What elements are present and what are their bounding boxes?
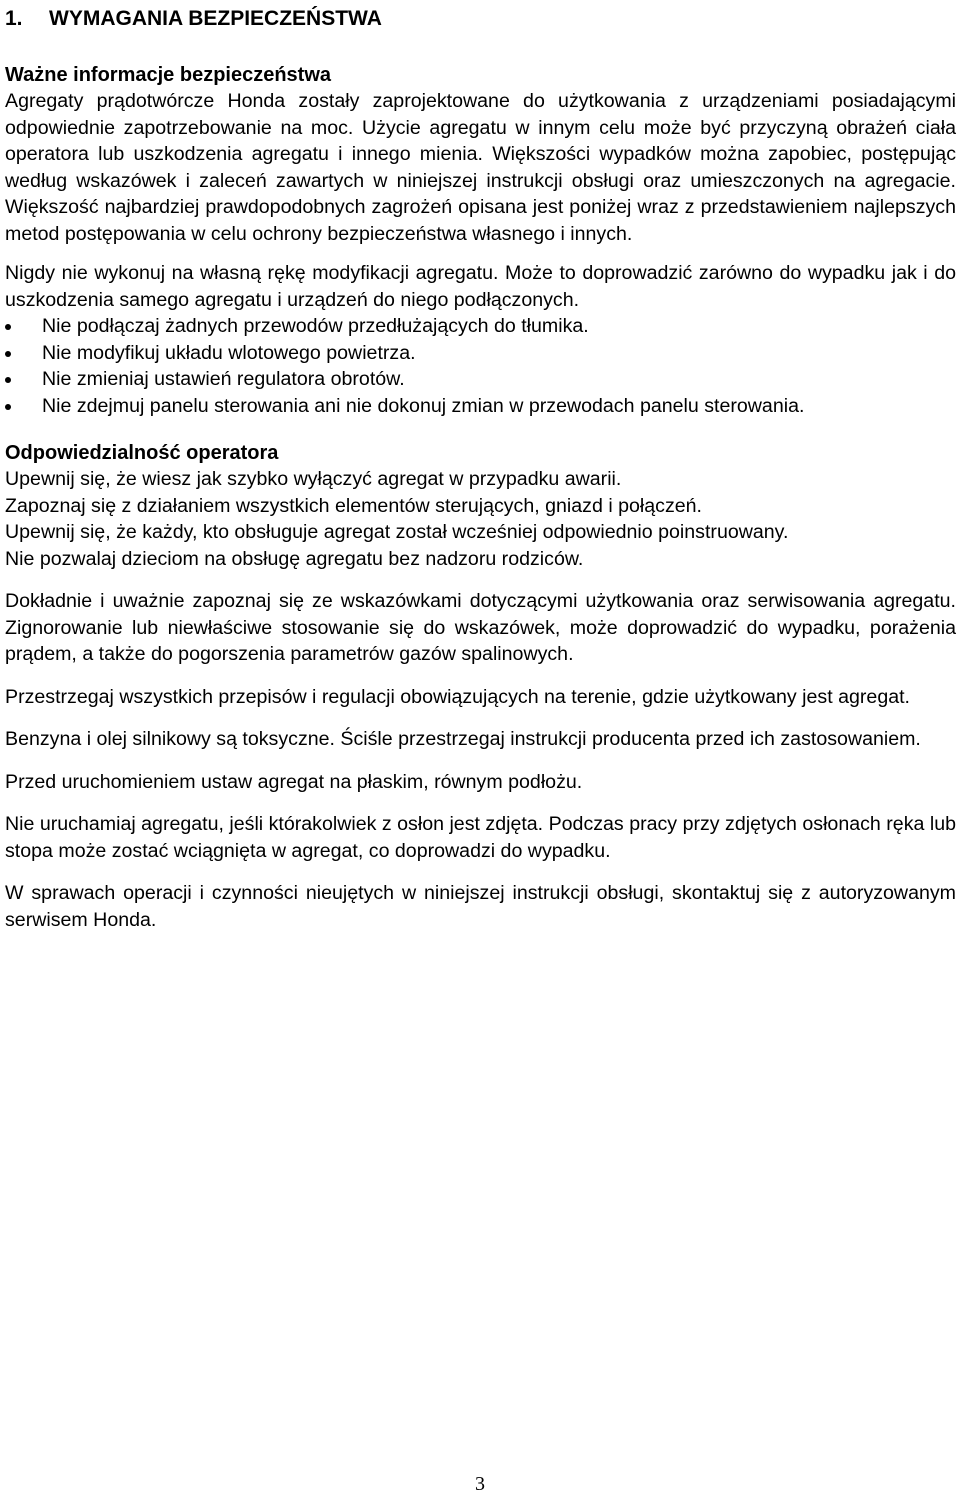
prohibitions-list bbox=[5, 313, 956, 419]
paragraph-service: W sprawach operacji i czynności nieujętych w niniejszej instrukcji obsługi, skontaktuj się z autoryzowanym serwisem Honda. bbox=[5, 882, 956, 931]
page-number: 3 bbox=[475, 1473, 485, 1495]
list-item bbox=[5, 313, 956, 340]
list-item bbox=[5, 366, 956, 393]
paragraph-toxic: Benzyna i olej silnikowy są toksyczne. Ściśle przestrzegaj instrukcji producenta przed ich zastosowaniem. bbox=[5, 728, 921, 750]
paragraph-covers: Nie uruchamiaj agregatu, jeśli którakolwiek z osłon jest zdjęta. Podczas pracy przy zdjętych osłonach ręka lub stopa może zostać wciągnięta w agregat, co doprowadzi do wypadku. bbox=[5, 813, 956, 862]
important-heading: Ważne informacje bezpieczeństwa bbox=[5, 64, 332, 86]
bullet-icon bbox=[5, 377, 11, 383]
operator-line: Zapoznaj się z działaniem wszystkich elementów sterujących, gniazd i połączeń. bbox=[5, 494, 702, 517]
list-item bbox=[5, 340, 956, 367]
list-item bbox=[5, 393, 956, 420]
bullet-icon bbox=[5, 351, 11, 357]
operator-line: Upewnij się, że każdy, kto obsługuje agregat został wcześniej odpowiednio poinstruowany. bbox=[5, 521, 789, 543]
list-item-text: Nie zmieniaj ustawień regulatora obrotów. bbox=[42, 368, 405, 390]
list-item-text: Nie modyfikuj układu wlotowego powietrza. bbox=[42, 341, 416, 364]
section-title bbox=[5, 6, 956, 32]
modification-note: Nigdy nie wykonuj na własną rękę modyfikacji agregatu. Może to doprowadzić zarówno do wypadku jak i do uszkodzenia samego agregatu i urządzeń do niego podłączonych. bbox=[5, 262, 956, 311]
paragraph-instructions: Dokładnie i uważnie zapoznaj się ze wskazówkami dotyczącymi użytkowania oraz serwisowania agregatu. Zignorowanie lub niewłaściwe stosowanie się do wskazówek, może doprowadzić do wypadku, porażenia prądem, a także do pogorszenia parametrów gazów spalinowych. bbox=[5, 590, 956, 665]
section-number: 1. bbox=[5, 7, 23, 30]
list-item-text: Nie zdejmuj panelu sterowania ani nie dokonuj zmian w przewodach panelu sterowania. bbox=[42, 394, 805, 417]
operator-line: Nie pozwalaj dzieciom na obsługę agregatu bez nadzoru rodziców. bbox=[5, 547, 584, 570]
operator-heading: Odpowiedzialność operatora bbox=[5, 442, 279, 464]
paragraph-regulations: Przestrzegaj wszystkich przepisów i regulacji obowiązujących na terenie, gdzie użytkowany jest agregat. bbox=[5, 685, 911, 708]
important-paragraph: Agregaty prądotwórcze Honda zostały zaprojektowane do użytkowania z urządzeniami posiadającymi odpowiednie zapotrzebowanie na moc. Użycie agregatu w innym celu może być przyczyną obrażeń ciała operatora lub uszkodzenia agregatu i innego mienia. Większości wypadków można zapobiec, postępując według wskazówek i zaleceń zawartych w niniejszej instrukcji obsługi oraz umieszczonych na agregacie. Większość najbardziej prawdopodobnych zagrożeń opisana jest poniżej wraz z przedstawieniem najlepszych metod postępowania w celu ochrony bezpieczeństwa własnego i innych. bbox=[5, 90, 956, 245]
operator-line: Upewnij się, że wiesz jak szybko wyłączyć agregat w przypadku awarii. bbox=[5, 468, 622, 490]
bullet-icon bbox=[5, 404, 11, 410]
section-title-text: WYMAGANIA BEZPIECZEŃSTWA bbox=[49, 7, 382, 30]
paragraph-level-ground: Przed uruchomieniem ustaw agregat na płaskim, równym podłożu. bbox=[5, 770, 583, 793]
document-page bbox=[5, 0, 956, 933]
list-item-text: Nie podłączaj żadnych przewodów przedłużających do tłumika. bbox=[42, 315, 589, 337]
bullet-icon bbox=[5, 324, 11, 330]
